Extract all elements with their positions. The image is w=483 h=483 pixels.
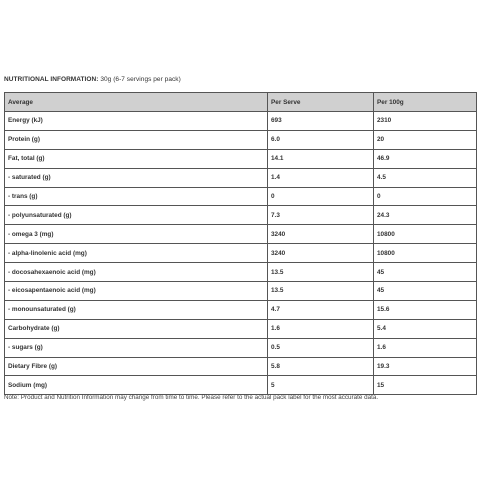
table-row [5, 244, 477, 263]
per-100g-value: 46.9 [374, 149, 477, 168]
nutrient-name: Energy (kJ) [5, 112, 268, 131]
nutrient-name: - trans (g) [5, 187, 268, 206]
per-100g-value: 4.5 [374, 168, 477, 187]
table-body [5, 112, 477, 395]
nutrition-heading [4, 76, 181, 83]
nutrient-name: - monounsaturated (g) [5, 300, 268, 319]
nutrient-name: - sugars (g) [5, 338, 268, 357]
table-row [5, 319, 477, 338]
table-row [5, 149, 477, 168]
table-header [5, 93, 477, 112]
per-100g-value: 2310 [374, 112, 477, 131]
per-serve-value: 693 [268, 112, 374, 131]
nutrient-name: Sodium (mg) [5, 376, 268, 395]
per-serve-value: 13.5 [268, 282, 374, 301]
per-serve-value: 5.8 [268, 357, 374, 376]
nutrition-table [4, 92, 477, 395]
header-per-100g: Per 100g [374, 93, 477, 112]
per-100g-value: 1.6 [374, 338, 477, 357]
nutrient-name: Fat, total (g) [5, 149, 268, 168]
per-serve-value: 3240 [268, 244, 374, 263]
table-row [5, 112, 477, 131]
per-100g-value: 10800 [374, 225, 477, 244]
per-serve-value: 5 [268, 376, 374, 395]
nutrient-name: Dietary Fibre (g) [5, 357, 268, 376]
nutrient-name: - eicosapentaenoic acid (mg) [5, 282, 268, 301]
header-average: Average [5, 93, 268, 112]
nutrient-name: - docosahexaenoic acid (mg) [5, 263, 268, 282]
per-100g-value: 10800 [374, 244, 477, 263]
disclaimer-note: Note: Product and Nutrition Information may change from time to time. Please refer to the actual pack label for the most accurate data. [4, 394, 379, 401]
table-row [5, 282, 477, 301]
per-100g-value: 24.3 [374, 206, 477, 225]
per-serve-value: 0.5 [268, 338, 374, 357]
table-row [5, 225, 477, 244]
per-100g-value: 19.3 [374, 357, 477, 376]
table-row [5, 130, 477, 149]
table-row [5, 187, 477, 206]
per-serve-value: 3240 [268, 225, 374, 244]
per-100g-value: 20 [374, 130, 477, 149]
nutrient-name: - omega 3 (mg) [5, 225, 268, 244]
nutrient-name: - alpha-linolenic acid (mg) [5, 244, 268, 263]
heading-label: NUTRITIONAL INFORMATION: [4, 76, 99, 83]
table-row [5, 168, 477, 187]
table-row [5, 206, 477, 225]
per-serve-value: 1.4 [268, 168, 374, 187]
per-serve-value: 13.5 [268, 263, 374, 282]
per-serve-value: 1.6 [268, 319, 374, 338]
per-serve-value: 4.7 [268, 300, 374, 319]
table-row [5, 263, 477, 282]
header-per-serve: Per Serve [268, 93, 374, 112]
per-serve-value: 7.3 [268, 206, 374, 225]
serving-info: 30g (6-7 servings per pack) [98, 76, 181, 83]
per-100g-value: 15.6 [374, 300, 477, 319]
table-row [5, 357, 477, 376]
header-row [5, 93, 477, 112]
nutrient-name: - saturated (g) [5, 168, 268, 187]
nutrient-name: Protein (g) [5, 130, 268, 149]
table-row [5, 300, 477, 319]
per-serve-value: 0 [268, 187, 374, 206]
table-row [5, 376, 477, 395]
per-100g-value: 0 [374, 187, 477, 206]
per-100g-value: 45 [374, 263, 477, 282]
per-100g-value: 5.4 [374, 319, 477, 338]
per-100g-value: 45 [374, 282, 477, 301]
per-serve-value: 6.0 [268, 130, 374, 149]
per-serve-value: 14.1 [268, 149, 374, 168]
nutrient-name: - polyunsaturated (g) [5, 206, 268, 225]
nutrient-name: Carbohydrate (g) [5, 319, 268, 338]
per-100g-value: 15 [374, 376, 477, 395]
table-row [5, 338, 477, 357]
